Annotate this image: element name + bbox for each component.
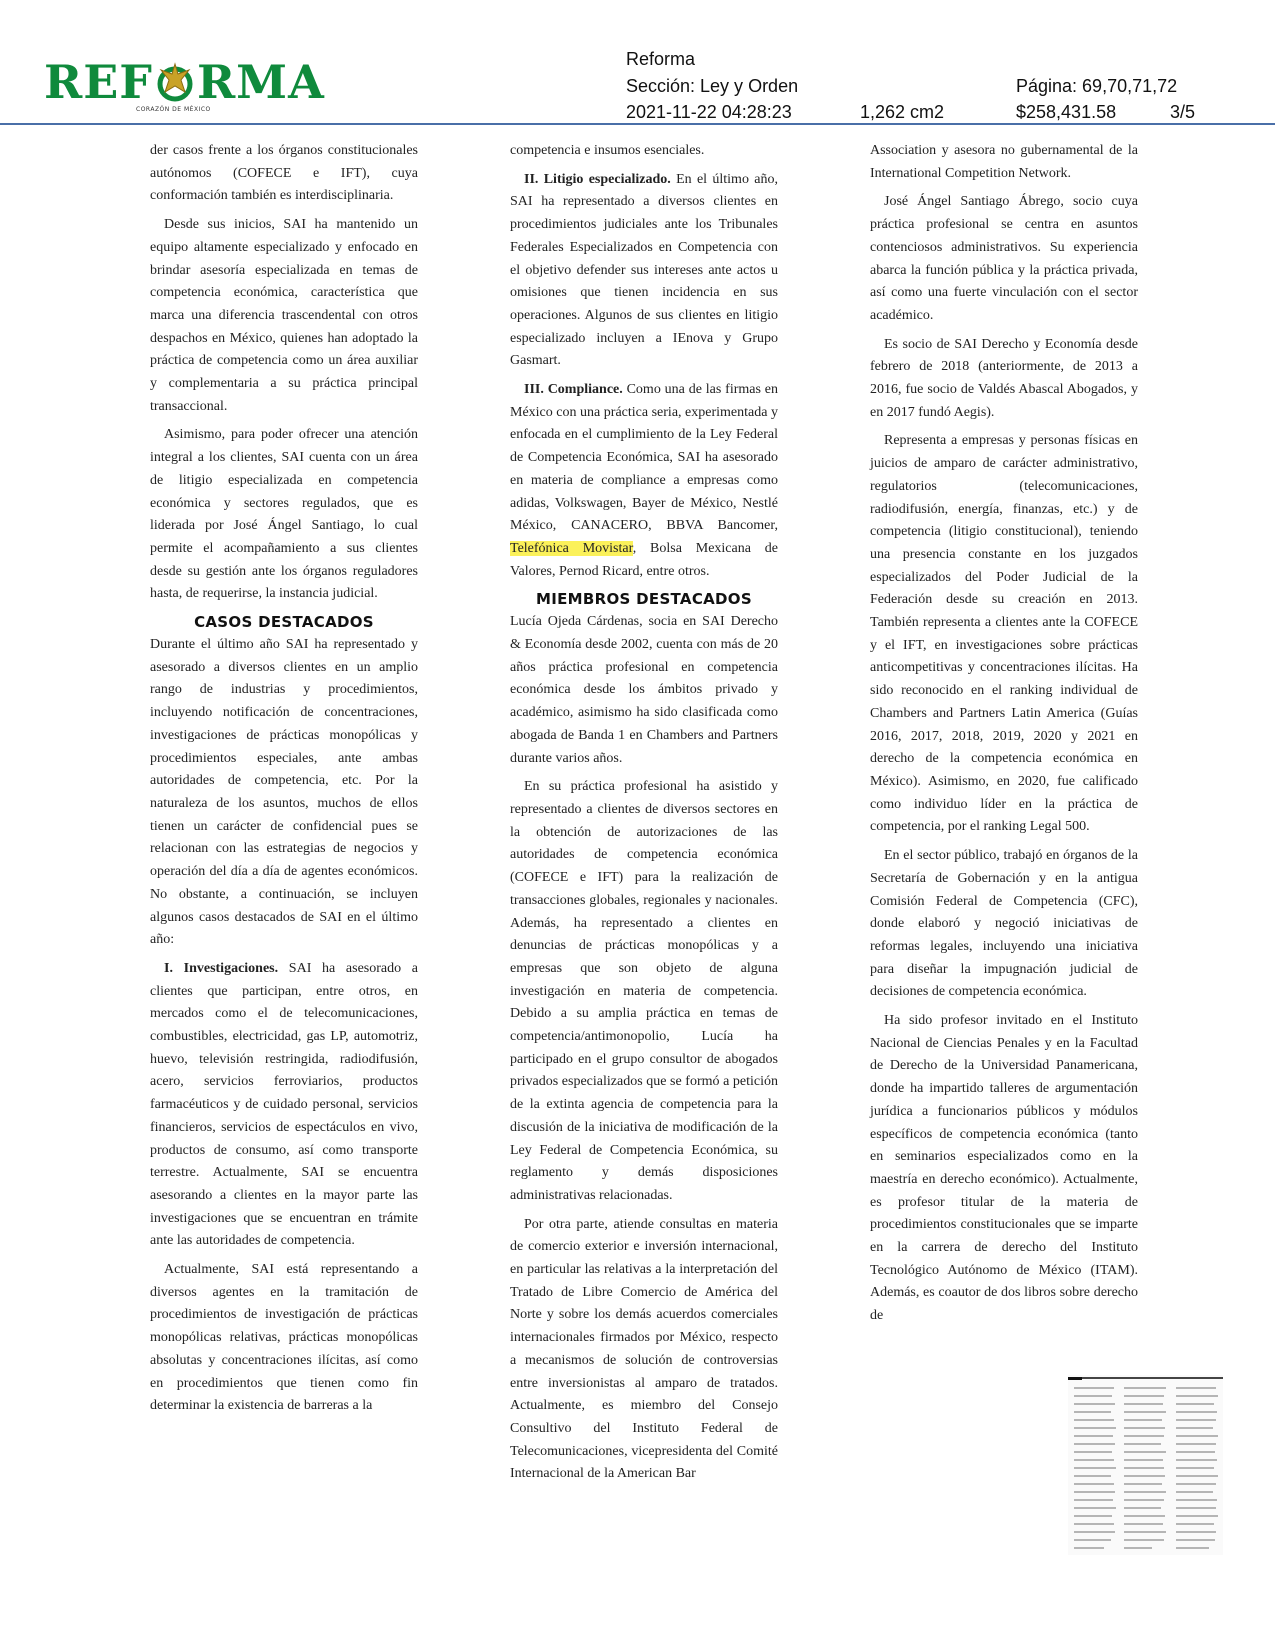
paragraph: Es socio de SAI Derecho y Economía desde febrero de 2018 (anteriormente, de 2013 a 2016, fue socio de Valdés Abascal Abogados, y en 2017 fundó Aegis). bbox=[870, 336, 1138, 420]
logo-text-left: REF bbox=[44, 55, 153, 109]
page-counter: 3/5 bbox=[1170, 102, 1196, 122]
angel-emblem-icon bbox=[155, 60, 195, 100]
paragraph: José Ángel Santiago Ábrego, socio cuya práctica profesional se centra en asuntos contenciosos administrativos. Su experiencia abarca la función pública y la práctica privada, así como una fuerte vinculación con el sector académico. bbox=[870, 194, 1138, 323]
article-column-2 bbox=[510, 140, 778, 1492]
paragraph-text: Como una de las firmas en México con una práctica seria, experimentada y enfocada en el cumplimiento de la Ley Federal de Competencia Económica, SAI ha asesorado en materia de compliance a empresas como adidas, Volkswagen, Bayer de México, Nestlé México, CANACERO, BBVA Bancomer, bbox=[510, 382, 778, 534]
paragraph: der casos frente a los órganos constitucionales autónomos (COFECE e IFT), cuya conformación también es interdisciplinaria. bbox=[150, 143, 418, 204]
paragraph: Por otra parte, atiende consultas en materia de comercio exterior e inversión internacional, en particular las relativas a la interpretación del Tratado de Libre Comercio de América del Norte y sobre los demás acuerdos comerciales internacionales firmados por México, respecto a mecanismos de solución de controversias entre inversionistas al amparo de tratados. Actualmente, es miembro del Consejo Consultivo del Instituto Federal de Telecomunicaciones, vicepresidenta del Comité Internacional de la American Bar bbox=[510, 1216, 778, 1482]
clipping-header bbox=[0, 0, 1275, 124]
section-heading-miembros: MIEMBROS DESTACADOS bbox=[536, 590, 752, 609]
paragraph bbox=[150, 958, 418, 1253]
paragraph: Durante el último año SAI ha representado y asesorado a diversos clientes en un amplio rango de industrias y procedimientos, incluyendo notificación de concentraciones, investigaciones de prácticas monopólicas y procedimientos especiales, ante ambas autoridades de competencia, etc. Por la naturaleza de los asuntos, muchos de ellos tienen un carácter de confidencial pues se relacionan con las estrategias de negocios y operación del día a día de agentes económicos. No obstante, a continuación, se incluyen algunos casos destacados de SAI en el último año: bbox=[150, 637, 418, 948]
logo-wordmark bbox=[44, 56, 325, 108]
logo-text-right: RMA bbox=[196, 55, 325, 109]
paragraph: Association y asesora no gubernamental de la International Competition Network. bbox=[870, 143, 1138, 181]
section-label: Sección: Ley y Orden bbox=[626, 76, 799, 96]
ad-value: $258,431.58 bbox=[1016, 102, 1117, 122]
paragraph-text: SAI ha asesorado a clientes que participan, entre otros, en mercados como el de telecomunicaciones, combustibles, electricidad, gas LP, automotriz, huevo, televisión restringida, radiodifusión, acero, servicios ferroviarios, productos farmacéuticos y de cuidado personal, servicios financieros, servicios de espectáculos en vivo, productos de consumo, así como transporte terrestre. Actualmente, SAI se encuentra asesorando a clientes en la mayor parte las investigaciones que se encuentran en trámite ante las autoridades de competencia. bbox=[150, 960, 418, 1249]
paragraph: Representa a empresas y personas físicas en juicios de amparo de carácter administrativo, regulatorios (telecomunicaciones, radiodifusión, energía, finanzas, etc.) y de competencia (litigio constitucional), teniendo una presencia constante en los juzgados especializados del Poder Judicial de la Federación desde su creación en 2013. También representa a clientes ante la COFECE y el IFT, en investigaciones sobre prácticas anticompetitivas y concentraciones ilícitas. Ha sido reconocido en el ranking individual de Chambers and Partners Latin America (Guías 2016, 2017, 2018, 2019, 2020 y 2021 en derecho de la competencia económica en México). Asimismo, en 2020, fue calificado como individuo líder en la práctica de competencia, por el ranking Legal 500. bbox=[870, 433, 1138, 835]
page-thumbnail-image bbox=[1068, 1375, 1223, 1555]
paragraph: Desde sus inicios, SAI ha mantenido un equipo altamente especializado y enfocado en brindar asesoría especializada en temas de competencia económica, característica que marca una diferencia trascendental con otros despachos en México, quienes han adoptado la práctica de competencia como un área auxiliar y complementaria a su práctica principal transaccional. bbox=[150, 217, 418, 414]
paragraph: Lucía Ojeda Cárdenas, socia en SAI Derecho & Economía desde 2002, cuenta con más de 20 años práctica profesional en competencia económica desde los ámbitos privado y académico, asimismo ha sido clasificada como abogada de Banda 1 en Chambers and Partners durante varios años. bbox=[510, 614, 778, 766]
article-column-1 bbox=[150, 140, 418, 1424]
header-divider bbox=[0, 123, 1275, 125]
paragraph: Ha sido profesor invitado en el Instituto Nacional de Ciencias Penales y en la Facultad de Derecho de la Universidad Panamericana, donde ha impartido talleres de argumentación jurídica a funcionarios públicos y módulos específicos de competencia económica (tanto en seminarios especializados como en la maestría en derecho económico). Actualmente, es profesor titular de la materia de procedimientos constitucionales que se imparte en la carrera de derecho del Instituto Tecnológico Autónomo de México (ITAM). Además, es coautor de dos libros sobre derecho de bbox=[870, 1013, 1138, 1324]
paragraph: Asimismo, para poder ofrecer una atención integral a los clientes, SAI cuenta con un área de litigio especializada en competencia económica y sectores regulados, que es liderada por José Ángel Santiago, lo cual permite el acompañamiento a sus clientes desde su gestión ante los órganos reguladores hasta, de requerirse, la instancia judicial. bbox=[150, 427, 418, 602]
publication-datetime: 2021-11-22 04:28:23 bbox=[626, 102, 792, 122]
page-thumbnail bbox=[1068, 1375, 1223, 1555]
subheading-compliance: III. Compliance. bbox=[524, 382, 623, 398]
paragraph: competencia e insumos esenciales. bbox=[510, 143, 705, 158]
paragraph-text: , Bolsa Mexicana de Valores, Pernod Ricard, entre otros. bbox=[510, 540, 778, 579]
subheading-litigio: II. Litigio especializado. bbox=[524, 171, 671, 187]
page-numbers: Página: 69,70,71,72 bbox=[1016, 76, 1178, 96]
article-column-3 bbox=[870, 140, 1138, 1334]
paragraph-text: En el último año, SAI ha representado a diversos clientes en procedimientos judiciales ante los Tribunales Federales Especializados en Competencia con el objetivo defender sus intereses ante actos u omisiones que tienen incidencia en sus operaciones. Algunos de sus clientes en litigio especializado incluyen a IEnova y Grupo Gasmart. bbox=[510, 171, 778, 369]
clipping-area: 1,262 cm2 bbox=[860, 102, 945, 122]
logo-subtitle: CORAZÓN DE MÉXICO bbox=[136, 106, 211, 113]
reforma-logo bbox=[44, 56, 344, 116]
section-heading-casos: CASOS DESTACADOS bbox=[194, 613, 374, 632]
paragraph: En el sector público, trabajó en órganos de la Secretaría de Gobernación y en la antigua Comisión Federal de Competencia (CFC), donde elaboró y negoció iniciativas de reformas legales, incluyendo una iniciativa para diseñar la impugnación judicial de decisiones de competencia económica. bbox=[870, 848, 1138, 1000]
paragraph: En su práctica profesional ha asistido y representado a clientes de diversos sectores en la obtención de autorizaciones de las autoridades de competencia económica (COFECE e IFT) para la realización de transacciones globales, regionales y nacionales. Además, ha representado a clientes en denuncias de prácticas monopólicas y a empresas que son objeto de alguna investigación en materia de competencia. Debido a su amplia práctica en temas de competencia/antimonopolio, Lucía ha participado en el grupo consultor de abogados privados especializados que se formó a petición de la extinta agencia de competencia para la discusión de la iniciativa de modificación de la Ley Federal de Competencia Económica, su reglamento y demás disposiciones administrativas relacionadas. bbox=[510, 779, 778, 1203]
subheading-investigaciones: I. Investigaciones. bbox=[164, 960, 279, 976]
publication-name: Reforma bbox=[626, 49, 696, 69]
paragraph bbox=[510, 379, 778, 583]
paragraph bbox=[510, 169, 778, 373]
paragraph: Actualmente, SAI está representando a diversos agentes en la tramitación de procedimientos de investigación de prácticas monopólicas relativas, prácticas monopólicas absolutas y concentraciones ilícitas, así como en procedimientos que tienen como fin determinar la existencia de barreras a la bbox=[150, 1262, 418, 1414]
highlighted-term: Telefónica Movistar bbox=[510, 540, 633, 556]
